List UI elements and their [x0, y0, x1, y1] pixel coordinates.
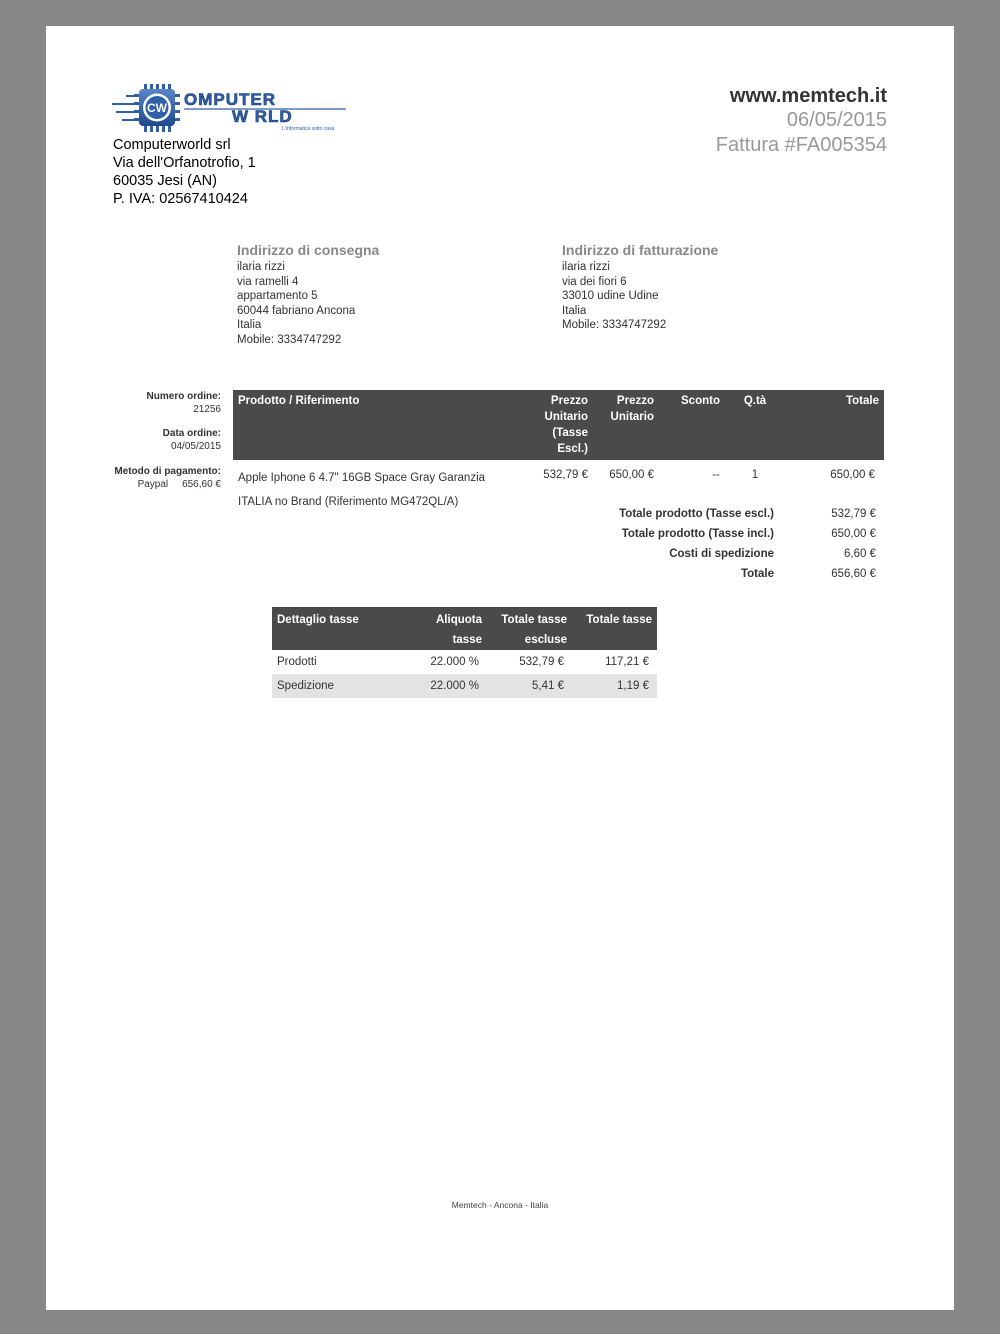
products-table: [233, 390, 884, 514]
billing-line: via dei fiori 6: [562, 275, 627, 288]
products-header-row: [233, 390, 884, 460]
shipping-line: Italia: [237, 319, 262, 331]
billing-address: [562, 241, 862, 333]
tax-total: 117,21 €: [605, 656, 649, 668]
order-number: 21256: [193, 403, 221, 415]
company-name: Computerworld srl: [113, 137, 231, 153]
invoice-page: [46, 26, 954, 1310]
table-row: [272, 650, 657, 674]
totals-value: 6,60 €: [844, 548, 876, 560]
col-product: Prodotto / Riferimento: [233, 390, 531, 460]
company-city: 60035 Jesi (AN): [113, 173, 217, 189]
invoice-number: Fattura #FA005354: [715, 134, 887, 156]
col-tax-detail: Dettaglio tasse: [272, 607, 407, 650]
col-total: Totale: [785, 390, 884, 460]
totals-row: [546, 544, 884, 564]
order-date-block: [86, 428, 221, 453]
tax-header-row: [272, 607, 657, 650]
billing-line: Mobile: 3334747292: [562, 319, 667, 331]
shipping-line: via ramelli 4: [237, 275, 299, 288]
col-tax-excl: Totale tasse escluse: [487, 607, 572, 650]
website: www.memtech.it: [729, 85, 887, 107]
col-discount: Sconto: [659, 390, 725, 460]
company-logo: [112, 82, 348, 134]
totals-table: [546, 504, 884, 584]
tax-total: 1,19 €: [572, 674, 657, 698]
billing-title: Indirizzo di fatturazione: [562, 242, 719, 258]
invoice-header: [716, 84, 887, 158]
order-number-block: [86, 391, 221, 416]
tax-excl: 532,79 €: [519, 656, 564, 668]
totals-value: 532,79 €: [831, 508, 876, 520]
tax-rate: 22.000 %: [430, 656, 479, 668]
totals-label: Totale: [740, 568, 774, 580]
payment-method: Paypal: [137, 478, 169, 490]
tax-excl: 5,41 €: [487, 674, 572, 698]
product-price-excl: 532,79 €: [543, 469, 588, 481]
company-vat: P. IVA: 02567410424: [113, 191, 248, 207]
invoice-date: 06/05/2015: [786, 109, 887, 131]
payment-amount: 656,60 €: [182, 478, 221, 490]
tax-rate: 22.000 %: [407, 674, 487, 698]
col-price-excl: Prezzo Unitario (Tasse Escl.): [531, 390, 593, 460]
product-qty: 1: [751, 469, 759, 481]
order-number-label: Numero ordine:: [146, 391, 221, 402]
payment-label: Metodo di pagamento:: [114, 466, 221, 477]
col-qty: Q.tà: [725, 390, 785, 460]
product-price: 650,00 €: [609, 469, 654, 481]
logo-wordmark-top: OMPUTER: [184, 90, 276, 109]
shipping-line: appartamento 5: [237, 290, 318, 302]
billing-line: ilaria rizzi: [562, 261, 610, 273]
tax-name: Prodotti: [277, 656, 317, 668]
product-line-2: ITALIA no Brand (Riferimento MG472QL/A): [238, 496, 459, 508]
logo-wordmark-bottom: W RLD: [232, 107, 293, 126]
logo-graphic: [112, 82, 348, 134]
tax-name: Spedizione: [272, 674, 407, 698]
page-footer: Memtech - Ancona - Italia: [451, 1200, 549, 1210]
company-street: Via dell'Orfanotrofio, 1: [113, 155, 256, 171]
billing-line: Italia: [562, 304, 587, 317]
totals-row: [546, 564, 884, 584]
tax-table: [272, 607, 657, 698]
company-info: [113, 136, 256, 208]
totals-value: 656,60 €: [831, 568, 876, 580]
product-description: [233, 460, 531, 514]
totals-label: Costi di spedizione: [669, 548, 774, 560]
totals-row: [546, 524, 884, 544]
totals-label: Totale prodotto (Tasse escl.): [619, 508, 774, 520]
shipping-line: 60044 fabriano Ancona: [237, 304, 356, 317]
shipping-address: [237, 241, 537, 347]
shipping-line: ilaria rizzi: [237, 261, 285, 273]
totals-value: 650,00 €: [831, 528, 876, 540]
product-line-1: Apple Iphone 6 4.7" 16GB Space Gray Garanzia: [238, 472, 486, 484]
order-date: 04/05/2015: [170, 440, 221, 452]
logo-monogram: CW: [147, 101, 167, 115]
logo-tagline: L'informatica sotto casa: [282, 126, 335, 132]
totals-row: [546, 504, 884, 524]
product-discount: --: [712, 469, 720, 481]
totals-label: Totale prodotto (Tasse incl.): [621, 528, 774, 540]
billing-line: 33010 udine Udine: [562, 290, 659, 302]
product-total: 650,00 €: [830, 469, 875, 481]
shipping-title: Indirizzo di consegna: [237, 242, 380, 258]
col-price: Prezzo Unitario: [593, 390, 659, 460]
table-row: [272, 674, 657, 698]
payment-block: [66, 466, 221, 491]
shipping-line: Mobile: 3334747292: [237, 333, 342, 346]
order-date-label: Data ordine:: [162, 428, 221, 439]
col-tax-rate: Aliquota tasse: [407, 607, 487, 650]
col-tax-total: Totale tasse: [572, 607, 657, 650]
